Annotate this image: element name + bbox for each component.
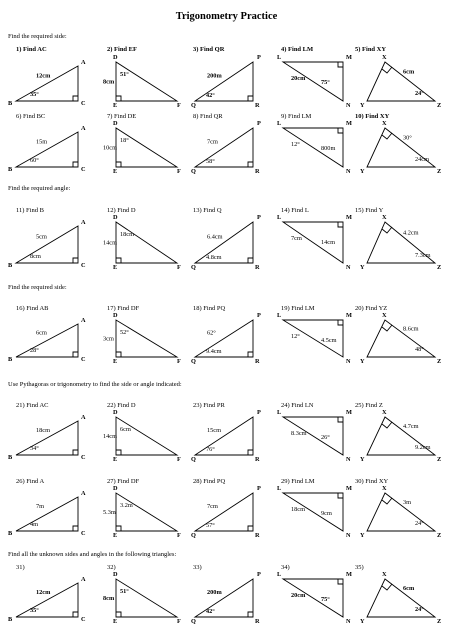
- vertex-label: F: [177, 456, 181, 463]
- right-angle-marker: [382, 133, 392, 139]
- right-angle-marker: [73, 258, 78, 263]
- vertex-label: B: [8, 262, 13, 269]
- right-angle-marker: [248, 258, 253, 263]
- vertex-label: X: [382, 214, 387, 221]
- triangle: [16, 226, 78, 263]
- vertex-label: E: [113, 102, 118, 109]
- measurement-label: 35°: [30, 607, 39, 614]
- measurement-label: 200m: [207, 72, 222, 80]
- vertex-label: A: [81, 414, 86, 421]
- vertex-label: F: [177, 264, 181, 271]
- measurement-label: 6cm: [403, 585, 415, 592]
- right-angle-marker: [116, 96, 121, 101]
- problem-label: 12) Find D: [107, 207, 136, 214]
- measurement-label: 5.3m: [103, 509, 116, 516]
- measurement-label: 9.2cm: [415, 444, 431, 451]
- right-angle-marker: [382, 227, 392, 233]
- vertex-label: L: [277, 214, 282, 221]
- vertex-label: R: [255, 456, 260, 463]
- measurement-label: 12cm: [36, 589, 51, 596]
- vertex-label: P: [257, 120, 261, 127]
- measurement-label: 200m: [207, 589, 222, 596]
- measurement-label: 15cm: [207, 427, 221, 434]
- triangle: [116, 579, 177, 617]
- vertex-label: B: [8, 166, 13, 173]
- measurement-label: 6.4cm: [207, 233, 223, 241]
- problem-label: 32): [107, 564, 116, 571]
- measurement-label: 52°: [120, 329, 129, 336]
- vertex-label: Z: [437, 618, 442, 625]
- vertex-label: C: [81, 616, 86, 623]
- measurement-label: 12cm: [36, 72, 51, 80]
- measurement-label: 9.4cm: [206, 348, 222, 355]
- vertex-label: E: [113, 618, 118, 625]
- section-heading: Use Pythagoras or trigonometry to find the side or angle indicated:: [8, 381, 182, 388]
- vertex-label: A: [81, 490, 86, 497]
- right-angle-marker: [73, 96, 78, 101]
- vertex-label: M: [346, 571, 352, 578]
- problem-label: 22) Find D: [107, 402, 136, 409]
- measurement-label: 7.3cm: [415, 252, 431, 259]
- right-angle-marker: [248, 526, 253, 531]
- problem-label: 34): [281, 564, 290, 571]
- measurement-label: 4m: [30, 521, 39, 528]
- problem-label: 13) Find Q: [193, 207, 222, 214]
- vertex-label: P: [257, 571, 261, 578]
- vertex-label: P: [257, 312, 261, 319]
- vertex-label: Y: [360, 264, 365, 271]
- page-title: Trigonometry Practice: [175, 11, 278, 22]
- vertex-label: Y: [360, 618, 365, 625]
- right-angle-marker: [73, 526, 78, 531]
- measurement-label: 6cm: [120, 426, 131, 433]
- measurement-label: 30°: [403, 134, 412, 142]
- measurement-label: 8cm: [103, 78, 115, 86]
- right-angle-marker: [382, 325, 392, 331]
- measurement-label: 6cm: [403, 68, 415, 76]
- triangle: [195, 493, 253, 531]
- right-angle-marker: [338, 493, 343, 498]
- problem-label: 28) Find PQ: [193, 478, 226, 485]
- right-angle-marker: [73, 162, 78, 167]
- vertex-label: Y: [360, 168, 365, 175]
- problem-label: 3) Find QR: [193, 46, 225, 53]
- vertex-label: D: [113, 120, 118, 127]
- vertex-label: N: [346, 264, 351, 271]
- measurement-label: 24cm: [415, 156, 429, 163]
- measurement-label: 8.6cm: [403, 325, 419, 333]
- measurement-label: 24°: [415, 606, 424, 613]
- measurement-label: 20cm: [291, 592, 306, 599]
- measurement-label: 7cm: [207, 138, 218, 146]
- vertex-label: P: [257, 485, 261, 492]
- problem-label: 5) Find XY: [355, 46, 387, 53]
- vertex-label: D: [113, 214, 118, 221]
- problem-label: 16) Find AB: [16, 305, 49, 312]
- right-angle-marker: [73, 352, 78, 357]
- problem-label: 10) Find XY: [355, 113, 390, 120]
- problem-label: 26) Find A: [16, 478, 45, 485]
- vertex-label: D: [113, 409, 118, 416]
- vertex-label: N: [346, 102, 351, 109]
- problem-label: 35): [355, 564, 364, 571]
- problem-label: 17) Find DF: [107, 305, 140, 312]
- measurement-label: 4.5cm: [321, 337, 337, 344]
- vertex-label: C: [81, 356, 86, 363]
- vertex-label: N: [346, 456, 351, 463]
- triangle: [116, 222, 177, 263]
- vertex-label: D: [113, 485, 118, 492]
- triangle: [367, 62, 435, 101]
- problem-label: 7) Find DE: [107, 113, 137, 120]
- measurement-label: 18cm: [291, 506, 305, 513]
- problem-label: 29) Find LM: [281, 478, 315, 485]
- right-angle-marker: [248, 612, 253, 617]
- measurement-label: 5cm: [36, 233, 47, 241]
- vertex-label: Z: [437, 102, 442, 109]
- vertex-label: C: [81, 530, 86, 537]
- triangle: [16, 132, 78, 167]
- vertex-label: X: [382, 571, 387, 578]
- measurement-label: 7cm: [207, 503, 218, 510]
- right-angle-marker: [116, 258, 121, 263]
- measurement-label: 18cm: [36, 427, 50, 434]
- vertex-label: B: [8, 100, 13, 107]
- measurement-label: 4.2cm: [403, 229, 419, 237]
- vertex-label: Q: [191, 168, 196, 175]
- vertex-label: A: [81, 125, 86, 132]
- measurement-label: 4.7cm: [403, 423, 419, 430]
- vertex-label: P: [257, 54, 261, 61]
- measurement-label: 28°: [30, 347, 39, 354]
- vertex-label: L: [277, 485, 282, 492]
- measurement-label: 12°: [291, 333, 300, 340]
- right-angle-marker: [382, 67, 392, 73]
- measurement-label: 48°: [415, 346, 424, 353]
- vertex-label: R: [255, 618, 260, 625]
- triangle: [367, 493, 435, 531]
- measurement-label: 9cm: [321, 510, 332, 517]
- right-angle-marker: [248, 162, 253, 167]
- problem-label: 1) Find AC: [16, 46, 47, 53]
- vertex-label: Y: [360, 358, 365, 365]
- measurement-label: 58°: [206, 158, 215, 165]
- measurement-label: 24°: [415, 520, 424, 527]
- vertex-label: Q: [191, 358, 196, 365]
- measurement-label: 18cm: [120, 231, 134, 238]
- measurement-label: 6cm: [36, 329, 47, 337]
- measurement-label: 14cm: [103, 433, 117, 440]
- vertex-label: C: [81, 262, 86, 269]
- problem-label: 19) Find LM: [281, 305, 315, 312]
- vertex-label: B: [8, 530, 13, 537]
- right-angle-marker: [382, 498, 392, 504]
- vertex-label: Q: [191, 456, 196, 463]
- triangle: [116, 62, 177, 101]
- vertex-label: F: [177, 358, 181, 365]
- problem-label: 9) Find LM: [281, 113, 312, 120]
- vertex-label: E: [113, 532, 118, 539]
- right-angle-marker: [338, 320, 343, 325]
- right-angle-marker: [338, 417, 343, 422]
- problem-label: 2) Find EF: [107, 46, 137, 53]
- triangle: [116, 320, 177, 357]
- vertex-label: N: [346, 618, 351, 625]
- vertex-label: X: [382, 120, 387, 127]
- measurement-label: 62°: [207, 329, 216, 337]
- vertex-label: D: [113, 571, 118, 578]
- vertex-label: L: [277, 312, 282, 319]
- right-angle-marker: [338, 222, 343, 227]
- measurement-label: 42°: [206, 92, 215, 99]
- vertex-label: E: [113, 456, 118, 463]
- vertex-label: X: [382, 54, 387, 61]
- vertex-label: Q: [191, 532, 196, 539]
- measurement-label: 76°: [206, 446, 215, 453]
- vertex-label: M: [346, 54, 352, 61]
- section-heading: Find the required angle:: [8, 185, 71, 192]
- triangle: [367, 579, 435, 617]
- vertex-label: R: [255, 264, 260, 271]
- vertex-label: C: [81, 166, 86, 173]
- right-angle-marker: [338, 128, 343, 133]
- vertex-label: L: [277, 409, 282, 416]
- vertex-label: D: [113, 54, 118, 61]
- measurement-label: 26°: [321, 434, 330, 441]
- measurement-label: 60°: [30, 157, 39, 164]
- measurement-label: 800m: [321, 145, 336, 152]
- right-angle-marker: [116, 352, 121, 357]
- vertex-label: X: [382, 312, 387, 319]
- vertex-label: P: [257, 409, 261, 416]
- vertex-label: L: [277, 54, 282, 61]
- measurement-label: 51°: [120, 588, 129, 595]
- vertex-label: M: [346, 485, 352, 492]
- vertex-label: R: [255, 532, 260, 539]
- right-angle-marker: [382, 584, 392, 590]
- measurement-label: 7cm: [291, 235, 302, 242]
- vertex-label: L: [277, 571, 282, 578]
- measurement-label: 35°: [30, 91, 39, 98]
- vertex-label: Y: [360, 532, 365, 539]
- vertex-label: M: [346, 120, 352, 127]
- measurement-label: 7m: [36, 503, 45, 510]
- measurement-label: 15m: [36, 138, 48, 146]
- vertex-label: A: [81, 59, 86, 66]
- measurement-label: 4.8cm: [206, 254, 222, 261]
- problem-label: 21) Find AC: [16, 402, 49, 409]
- problem-label: 14) Find L: [281, 207, 309, 214]
- triangle: [195, 222, 253, 263]
- measurement-label: 3cm: [103, 335, 114, 343]
- vertex-label: A: [81, 219, 86, 226]
- triangle: [116, 417, 177, 455]
- problem-label: 4) Find LM: [281, 46, 314, 53]
- measurement-label: 24°: [415, 90, 424, 97]
- triangle: [195, 579, 253, 617]
- right-angle-marker: [116, 612, 121, 617]
- problem-label: 24) Find LN: [281, 402, 314, 409]
- vertex-label: B: [8, 616, 13, 623]
- right-angle-marker: [248, 450, 253, 455]
- vertex-label: X: [382, 485, 387, 492]
- vertex-label: L: [277, 120, 282, 127]
- measurement-label: 75°: [321, 79, 330, 86]
- vertex-label: N: [346, 168, 351, 175]
- right-angle-marker: [73, 450, 78, 455]
- right-angle-marker: [116, 162, 121, 167]
- measurement-label: 8cm: [30, 253, 41, 260]
- problem-label: 33): [193, 564, 202, 571]
- vertex-label: D: [113, 312, 118, 319]
- triangle: [16, 66, 78, 101]
- vertex-label: P: [257, 214, 261, 221]
- measurement-label: 20cm: [291, 75, 306, 82]
- vertex-label: Z: [437, 532, 442, 539]
- vertex-label: M: [346, 214, 352, 221]
- triangle: [16, 497, 78, 531]
- vertex-label: Z: [437, 264, 442, 271]
- measurement-label: 8.3cm: [291, 430, 307, 437]
- section-heading: Find all the unknown sides and angles in the following triangles:: [8, 551, 177, 558]
- vertex-label: F: [177, 102, 181, 109]
- measurement-label: 51°: [120, 71, 129, 78]
- vertex-label: E: [113, 264, 118, 271]
- problem-label: 23) Find PR: [193, 402, 225, 409]
- vertex-label: E: [113, 168, 118, 175]
- vertex-label: B: [8, 356, 13, 363]
- vertex-label: N: [346, 358, 351, 365]
- right-angle-marker: [248, 96, 253, 101]
- vertex-label: Z: [437, 168, 442, 175]
- vertex-label: A: [81, 576, 86, 583]
- vertex-label: Q: [191, 102, 196, 109]
- vertex-label: C: [81, 100, 86, 107]
- vertex-label: F: [177, 168, 181, 175]
- vertex-label: F: [177, 618, 181, 625]
- problem-label: 15) Find Y: [355, 207, 384, 214]
- vertex-label: Z: [437, 358, 442, 365]
- triangle: [367, 320, 435, 357]
- problem-label: 8) Find QR: [193, 113, 223, 120]
- measurement-label: 14cm: [103, 239, 117, 247]
- problem-label: 20) Find YZ: [355, 305, 388, 312]
- measurement-label: 14cm: [321, 239, 335, 246]
- vertex-label: M: [346, 409, 352, 416]
- problem-label: 11) Find B: [16, 207, 44, 214]
- vertex-label: E: [113, 358, 118, 365]
- measurement-label: 34°: [30, 445, 39, 452]
- triangle: [16, 324, 78, 357]
- measurement-label: 3m: [403, 499, 412, 506]
- vertex-label: Y: [360, 456, 365, 463]
- vertex-label: Q: [191, 618, 196, 625]
- triangle: [195, 62, 253, 101]
- triangle: [195, 320, 253, 357]
- measurement-label: 3.2m: [120, 502, 133, 509]
- triangle: [195, 417, 253, 455]
- vertex-label: Z: [437, 456, 442, 463]
- measurement-label: 18°: [120, 137, 129, 144]
- problem-label: 30) Find XY: [355, 478, 389, 485]
- section-heading: Find the required side:: [8, 33, 67, 40]
- vertex-label: C: [81, 454, 86, 461]
- right-angle-marker: [338, 579, 343, 584]
- problem-label: 25) Find Z: [355, 402, 383, 409]
- right-angle-marker: [338, 62, 343, 67]
- right-angle-marker: [116, 450, 121, 455]
- vertex-label: B: [8, 454, 13, 461]
- vertex-label: R: [255, 168, 260, 175]
- section-heading: Find the required side:: [8, 284, 67, 291]
- vertex-label: M: [346, 312, 352, 319]
- right-angle-marker: [116, 526, 121, 531]
- vertex-label: A: [81, 317, 86, 324]
- problem-label: 18) Find PQ: [193, 305, 226, 312]
- vertex-label: Y: [360, 102, 365, 109]
- vertex-label: R: [255, 102, 260, 109]
- vertex-label: R: [255, 358, 260, 365]
- measurement-label: 75°: [321, 596, 330, 603]
- problem-label: 31): [16, 564, 25, 571]
- problem-label: 27) Find DF: [107, 478, 140, 485]
- measurement-label: 10cm: [103, 144, 117, 152]
- problem-label: 6) Find BC: [16, 113, 46, 120]
- vertex-label: X: [382, 409, 387, 416]
- vertex-label: N: [346, 532, 351, 539]
- triangle: [116, 493, 177, 531]
- measurement-label: 8cm: [103, 595, 115, 602]
- measurement-label: 57°: [206, 522, 215, 529]
- right-angle-marker: [382, 422, 392, 428]
- triangle: [116, 128, 177, 167]
- right-angle-marker: [73, 612, 78, 617]
- right-angle-marker: [248, 352, 253, 357]
- vertex-label: F: [177, 532, 181, 539]
- triangle: [195, 128, 253, 167]
- measurement-label: 12°: [291, 141, 300, 148]
- measurement-label: 42°: [206, 608, 215, 615]
- vertex-label: Q: [191, 264, 196, 271]
